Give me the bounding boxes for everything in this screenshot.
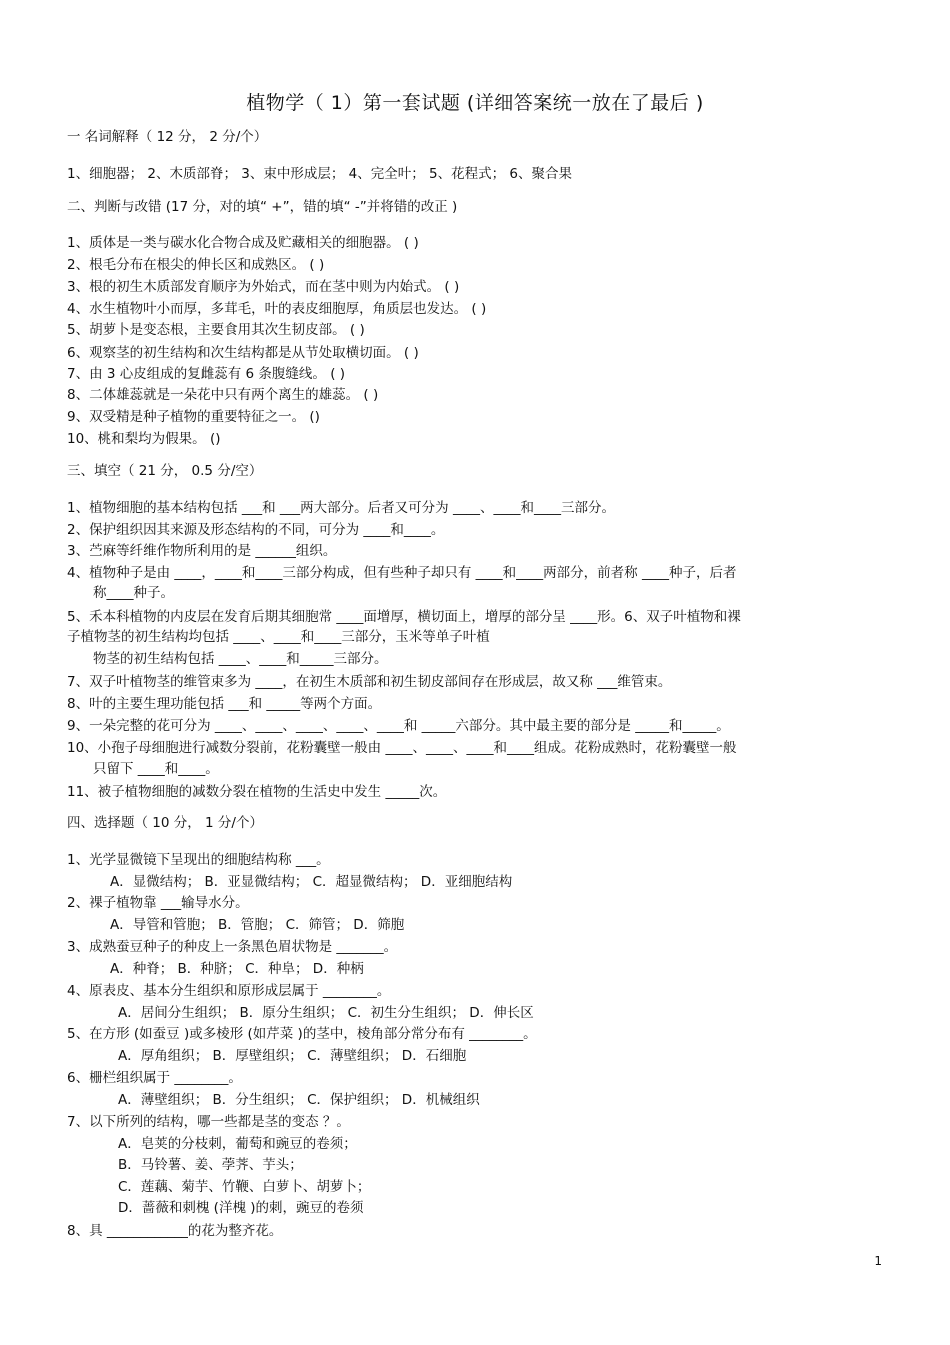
judgment-item: 4、水生植物叶小而厚，多茸毛，叶的表皮细胞厚，角质层也发达。 ( ) (67, 301, 487, 317)
fill-item: 10、小孢子母细胞进行减数分裂前，花粉囊壁一般由 ____、____、____和____组成。花粉成熟时，花粉囊壁一般 (67, 740, 737, 756)
choice-question: 8、具 ____________的花为整齐花。 (67, 1223, 283, 1239)
fill-item-continuation: 称____种子。 (93, 585, 174, 601)
judgment-item: 9、双受精是种子植物的重要特征之一。 () (67, 409, 320, 425)
fill-item: 11、被子植物细胞的减数分裂在植物的生活史中发生 _____次。 (67, 784, 447, 800)
choice-option: C．莲藕、菊芋、竹鞭、白萝卜、胡萝卜； (118, 1179, 371, 1195)
fill-item: 1、植物细胞的基本结构包括 ___和 ___两大部分。后者又可分为 ____、____和____三部分。 (67, 500, 615, 516)
judgment-item: 1、质体是一类与碳水化合物合成及贮藏相关的细胞器。 ( ) (67, 235, 419, 251)
choice-question: 7、以下所列的结构，哪一些都是茎的变态 ？。 (67, 1114, 350, 1130)
fill-item: 8、叶的主要生理功能包括 ___和 _____等两个方面。 (67, 696, 382, 712)
fill-item-continuation: 只留下 ____和____。 (93, 761, 219, 777)
choice-option: A．皂荚的分枝刺，葡萄和豌豆的卷须； (118, 1136, 357, 1152)
choice-question: 1、光学显微镜下呈现出的细胞结构称 ___。 (67, 852, 330, 868)
section4-heading: 四、选择题（ 10 分， 1 分/个） (67, 815, 263, 831)
fill-item: 4、植物种子是由 ____，____和____三部分构成，但有些种子却只有 ____和____两部分，前者称 ____种子，后者 (67, 565, 737, 581)
judgment-item: 2、根毛分布在根尖的伸长区和成熟区。 ( ) (67, 257, 325, 273)
choice-options: A．居间分生组织； B．原分生组织； C．初生分生组织； D．伸长区 (118, 1005, 534, 1021)
section1-heading: 一 名词解释（ 12 分， 2 分/个） (67, 129, 268, 145)
choice-question: 2、裸子植物靠 ___输导水分。 (67, 895, 249, 911)
section1-items: 1、细胞器； 2、木质部脊； 3、束中形成层； 4、完全叶； 5、花程式； 6、聚合果 (67, 166, 572, 182)
judgment-item: 7、由 3 心皮组成的复雌蕊有 6 条腹缝线。 ( ) (67, 366, 346, 382)
choice-question: 5、在方形 (如蚕豆 )或多棱形 (如芹菜 )的茎中，棱角部分常分布有 ________。 (67, 1026, 537, 1042)
choice-options: A．厚角组织； B．厚壁组织； C．薄壁组织； D．石细胞 (118, 1048, 467, 1064)
fill-item: 9、一朵完整的花可分为 ____、____、____、____、____和 _____六部分。其中最主要的部分是 _____和_____。 (67, 718, 730, 734)
judgment-item: 10、桃和梨均为假果。 () (67, 431, 221, 447)
section2-heading: 二、判断与改错 (17 分，对的填“ +”，错的填“ -”并将错的改正 ) (67, 199, 458, 215)
fill-item: 7、双子叶植物茎的维管束多为 ____，在初生木质部和初生韧皮部间存在形成层，故又称 ___维管束。 (67, 674, 672, 690)
judgment-item: 8、二体雄蕊就是一朵花中只有两个离生的雄蕊。 ( ) (67, 387, 379, 403)
choice-options: A．种脊； B．种脐； C．种阜； D．种柄 (110, 961, 364, 977)
judgment-item: 3、根的初生木质部发育顺序为外始式，而在茎中则为内始式。 ( ) (67, 279, 460, 295)
judgment-item: 6、观察茎的初生结构和次生结构都是从节处取横切面。 ( ) (67, 345, 419, 361)
choice-option: B．马铃薯、姜、荸荠、芋头； (118, 1157, 303, 1173)
choice-question: 6、栅栏组织属于 ________。 (67, 1070, 242, 1086)
fill-item: 2、保护组织因其来源及形态结构的不同，可分为 ____和____。 (67, 522, 445, 538)
fill-item: 3、苎麻等纤维作物所利用的是 ______组织。 (67, 543, 337, 559)
section3-heading: 三、填空（ 21 分， 0.5 分/空） (67, 463, 263, 479)
choice-option: D．蔷薇和刺槐 (洋槐 )的刺，豌豆的卷须 (118, 1200, 364, 1216)
page-number: 1 (874, 1254, 882, 1268)
choice-question: 4、原表皮、基本分生组织和原形成层属于 ________。 (67, 983, 391, 999)
choice-question: 3、成熟蚕豆种子的种皮上一条黑色眉状物是 _______。 (67, 939, 398, 955)
choice-options: A．显微结构； B．亚显微结构； C．超显微结构； D．亚细胞结构 (110, 874, 513, 890)
page-title: 植物学（ 1）第一套试题 (详细答案统一放在了最后 ) (246, 92, 704, 114)
choice-options: A．导管和管胞； B．管胞； C．筛管； D．筛胞 (110, 917, 405, 933)
choice-options: A．薄壁组织； B．分生组织； C．保护组织； D．机械组织 (118, 1092, 480, 1108)
judgment-item: 5、胡萝卜是变态根，主要食用其次生韧皮部。 ( ) (67, 322, 365, 338)
fill-item: 5、禾本科植物的内皮层在发育后期其细胞常 ____面增厚，横切面上，增厚的部分呈 ____形。6、双子叶植物和裸 (67, 609, 741, 625)
fill-item-continuation: 子植物茎的初生结构均包括 ____、____和____三部分，玉米等单子叶植 (67, 629, 490, 645)
fill-item-continuation: 物茎的初生结构包括 ____、____和_____三部分。 (93, 651, 388, 667)
